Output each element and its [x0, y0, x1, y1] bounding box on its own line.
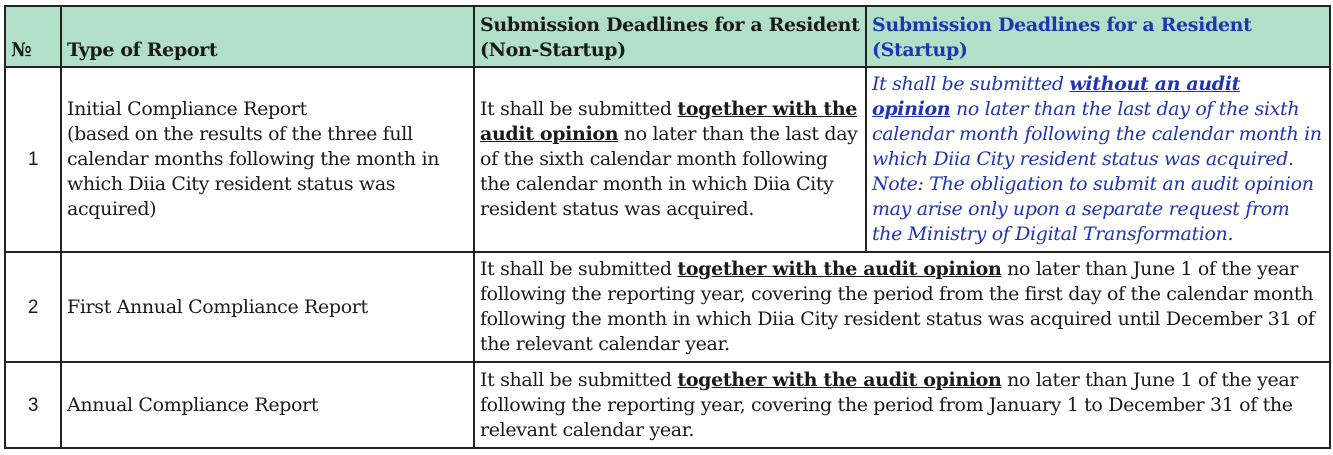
deadline-text: It shall be submitted: [480, 258, 678, 280]
startup-note: Note: The obligation to submit an audit opinion may arise only upon a separate request from the Ministry of Digital Transformation.: [872, 173, 1314, 245]
deadline-text: It shall be submitted: [480, 98, 678, 120]
deadline-text: It shall be submitted: [872, 73, 1070, 95]
report-type: Initial Compliance Report (based on the results of the three full calendar months following the month in which Diia City resident status was acquired): [61, 67, 474, 252]
audit-opinion-emphasis: together with the audit opinion: [480, 98, 858, 145]
header-startup-deadlines: Submission Deadlines for a Resident (Startup): [866, 6, 1330, 67]
audit-opinion-emphasis: without an audit opinion: [872, 73, 1240, 120]
deadline-text: no later than the last day of the sixth calendar month following the calendar month in which Diia City resident status was acquired.: [480, 123, 858, 220]
startup-deadline: [866, 67, 1330, 252]
header-non-startup-deadlines: Submission Deadlines for a Resident (Non-Startup): [474, 6, 866, 67]
header-row: [5, 6, 1330, 67]
table-row: [5, 252, 1330, 362]
combined-deadline: [474, 252, 1330, 362]
combined-deadline: [474, 362, 1330, 448]
table-row: [5, 362, 1330, 448]
table-row: [5, 67, 1330, 252]
audit-opinion-emphasis: together with the audit opinion: [677, 258, 1002, 280]
deadline-text: no later than June 1 of the year following the reporting year, covering the period from the first day of the calendar month following the month in which Diia City resident status was acquired until December 31 of the relevant calendar year.: [480, 258, 1315, 355]
compliance-report-table: [4, 5, 1331, 449]
deadline-text: no later than the last day of the sixth calendar month following the calendar month in which Diia City resident status was acquired.: [872, 98, 1322, 170]
non-startup-deadline: [474, 67, 866, 252]
report-type: First Annual Compliance Report: [61, 252, 474, 362]
row-number: 1: [5, 67, 61, 252]
table-header: [5, 6, 1330, 67]
audit-opinion-emphasis: together with the audit opinion: [677, 368, 1002, 391]
row-number: 2: [5, 252, 61, 362]
report-type: Annual Compliance Report: [61, 362, 474, 448]
header-number: №: [5, 6, 61, 67]
header-type-of-report: Type of Report: [61, 6, 474, 67]
row-number: 3: [5, 362, 61, 448]
deadline-text: no later than June 1 of the year following the reporting year, covering the period from January 1 to December 31 of the relevant calendar year.: [480, 368, 1299, 441]
deadline-text: It shall be submitted: [480, 368, 678, 391]
